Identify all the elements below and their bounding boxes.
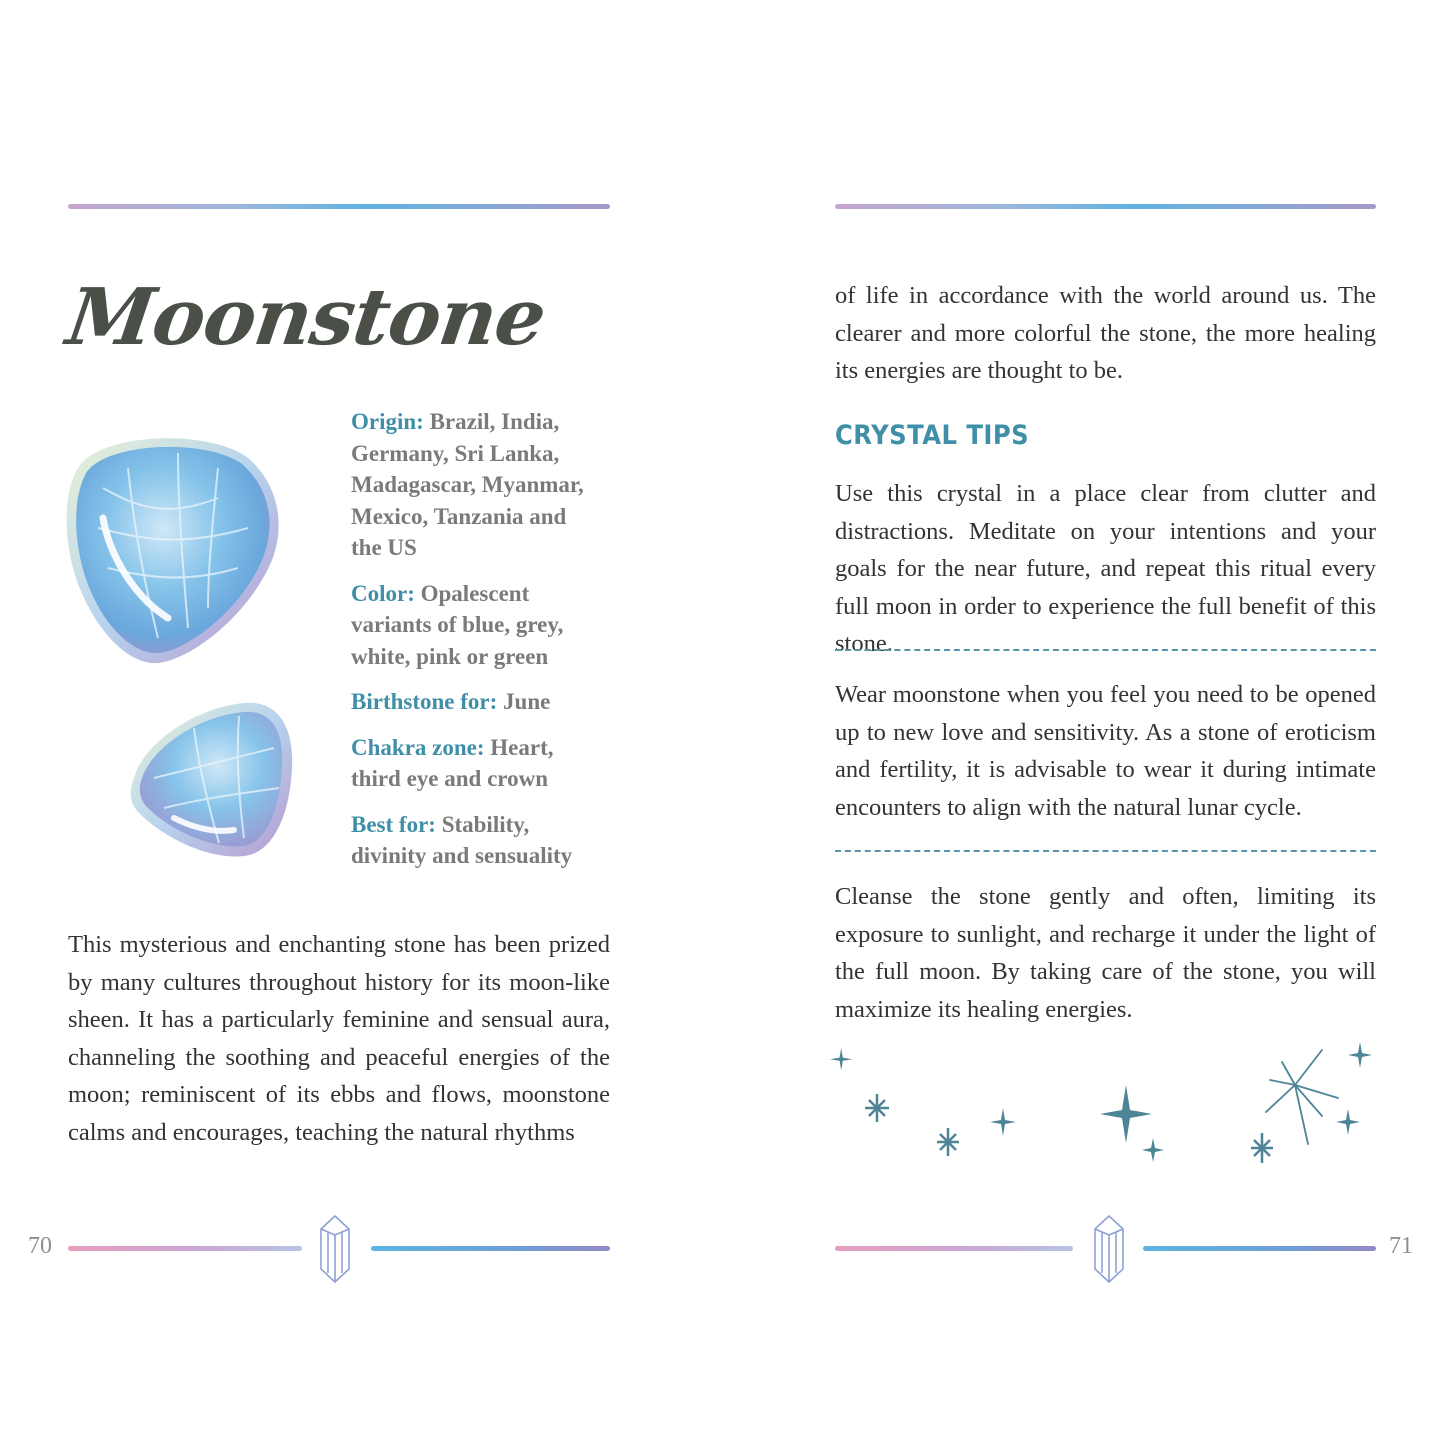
fact-chakra: Chakra zone: Heart, third eye and crown [351, 734, 554, 791]
moonstone-small-image [124, 698, 296, 860]
crystal-icon [315, 1213, 355, 1285]
fact-color: Color: Opalescent variants of blue, grey, white, pink or green [351, 580, 564, 669]
fact-origin: Origin: Brazil, India, Germany, Sri Lanka, Madagascar, Myanmar, Mexico, Tanzania and the US [351, 409, 584, 560]
fact-birthstone: Birthstone for: June [351, 689, 551, 714]
top-rule [68, 204, 610, 209]
stone-facts [351, 406, 601, 886]
tip-paragraph-2: Wear moonstone when you feel you need to be opened up to new love and sensitivity. As a stone of eroticism and fertility, it is advisable to wear it during intimate encounters to align with the natural lunar cycle. [835, 681, 1376, 821]
sparkles-decoration [830, 1040, 1376, 1170]
crystal-icon [1089, 1213, 1129, 1285]
page-number: 71 [1389, 1233, 1413, 1259]
tip-paragraph-1: Use this crystal in a place clear from clutter and distractions. Meditate on your intentions and your goals for the near future, and repeat this ritual every full moon in order to experience the full benefit of this stone. [835, 480, 1376, 657]
bottom-rule-right-right-page [1143, 1246, 1376, 1251]
dashed-divider [835, 850, 1376, 852]
bottom-rule-left-right-page [835, 1246, 1073, 1251]
bottom-rule-right [371, 1246, 610, 1251]
body-paragraph: This mysterious and enchanting stone has been prized by many cultures throughout history for its moon-like sheen. It has a particularly feminine and sensual aura, channeling the soothing and peaceful energies of the moon; reminiscent of its ebbs and flows, moonstone calms and encourages, teaching the natural rhythms [68, 931, 610, 1146]
page-title: Moonstone [61, 272, 551, 363]
dashed-divider [835, 649, 1376, 651]
continuation-paragraph: of life in accordance with the world around us. The clearer and more colorful the stone, the more healing its energies are thought to be. [835, 282, 1376, 384]
page-number: 70 [28, 1233, 52, 1259]
top-rule-right-page [835, 204, 1376, 209]
crystal-tips-heading: CRYSTAL TIPS [835, 420, 1030, 451]
tip-paragraph-3: Cleanse the stone gently and often, limiting its exposure to sunlight, and recharge it under the light of the full moon. By taking care of the stone, you will maximize its healing energies. [835, 883, 1376, 1023]
bottom-rule-left [68, 1246, 302, 1251]
fact-best-for: Best for: Stability, divinity and sensuality [351, 811, 573, 868]
left-page [0, 0, 722, 1445]
moonstone-image [58, 428, 290, 668]
